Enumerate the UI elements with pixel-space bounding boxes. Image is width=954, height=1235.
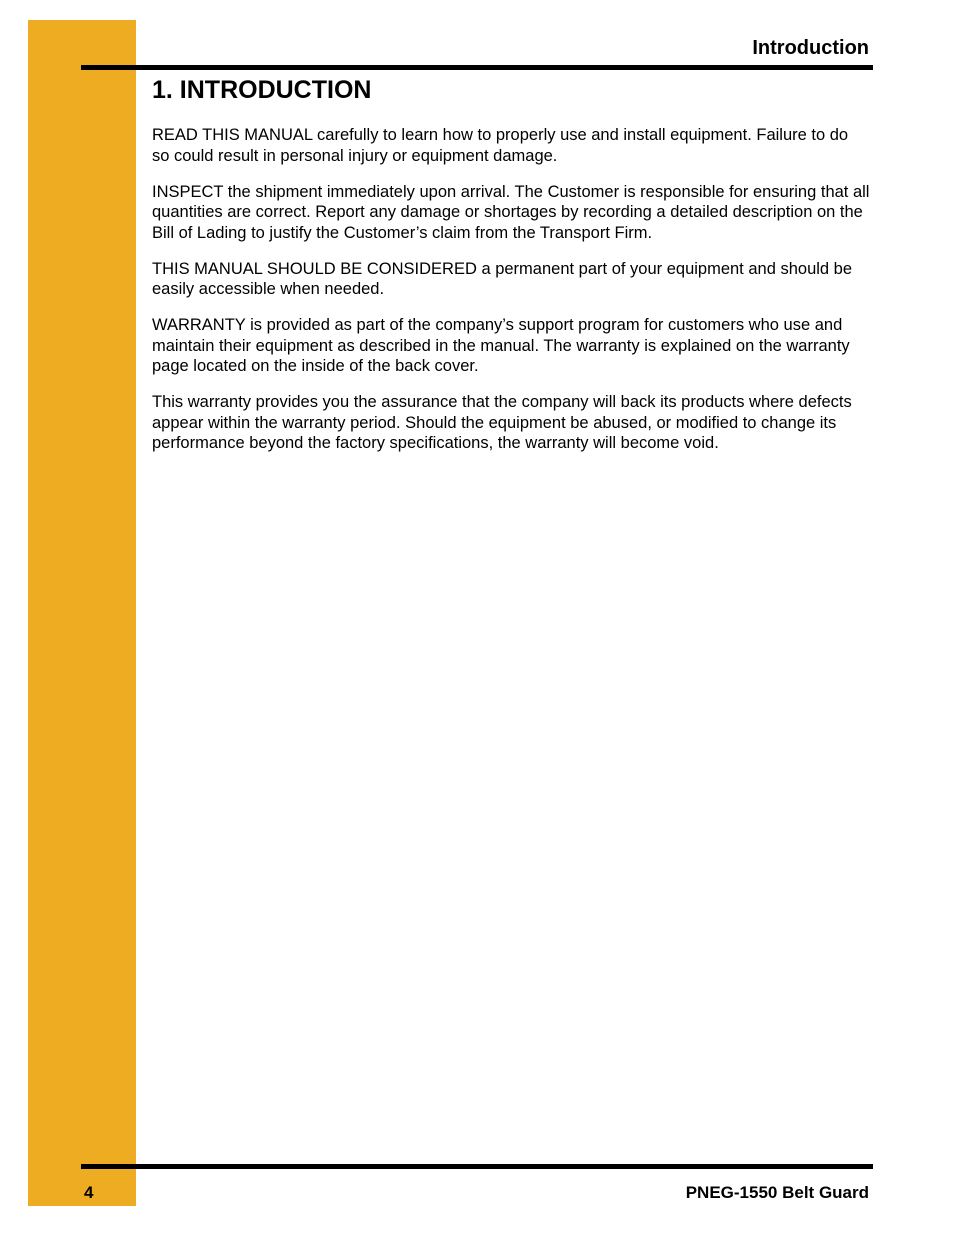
document-title: PNEG-1550 Belt Guard	[685, 1183, 869, 1202]
page-number: 4	[84, 1183, 94, 1202]
paragraph-inspect: INSPECT the shipment immediately upon arrival. The Customer is responsible for ensuring that all quantities are correct. Report any damage or shortages by recording a detailed description on the Bill of Lading to justify the Customer’s claim from the Transport Firm.	[152, 182, 870, 242]
side-color-band	[28, 20, 136, 1206]
running-header-title: Introduction	[752, 37, 869, 59]
paragraph-warranty-assurance: This warranty provides you the assurance that the company will back its products where defects appear within the warranty period. Should the equipment be abused, or modified to change its performance beyond the factory specifications, the warranty will become void.	[152, 393, 852, 452]
paragraph-warranty: WARRANTY is provided as part of the company’s support program for customers who use and maintain their equipment as described in the manual. The warranty is explained on the warranty page located on the inside of the back cover.	[152, 316, 850, 375]
body-text	[152, 125, 870, 469]
footer-rule	[81, 1164, 873, 1169]
header-rule	[81, 65, 873, 70]
section-heading: 1. INTRODUCTION	[152, 76, 372, 104]
paragraph-read-manual: READ THIS MANUAL carefully to learn how to properly use and install equipment. Failure to do so could result in personal injury or equipment damage.	[152, 126, 849, 165]
paragraph-manual-permanent: THIS MANUAL SHOULD BE CONSIDERED a permanent part of your equipment and should be easily accessible when needed.	[152, 259, 853, 298]
